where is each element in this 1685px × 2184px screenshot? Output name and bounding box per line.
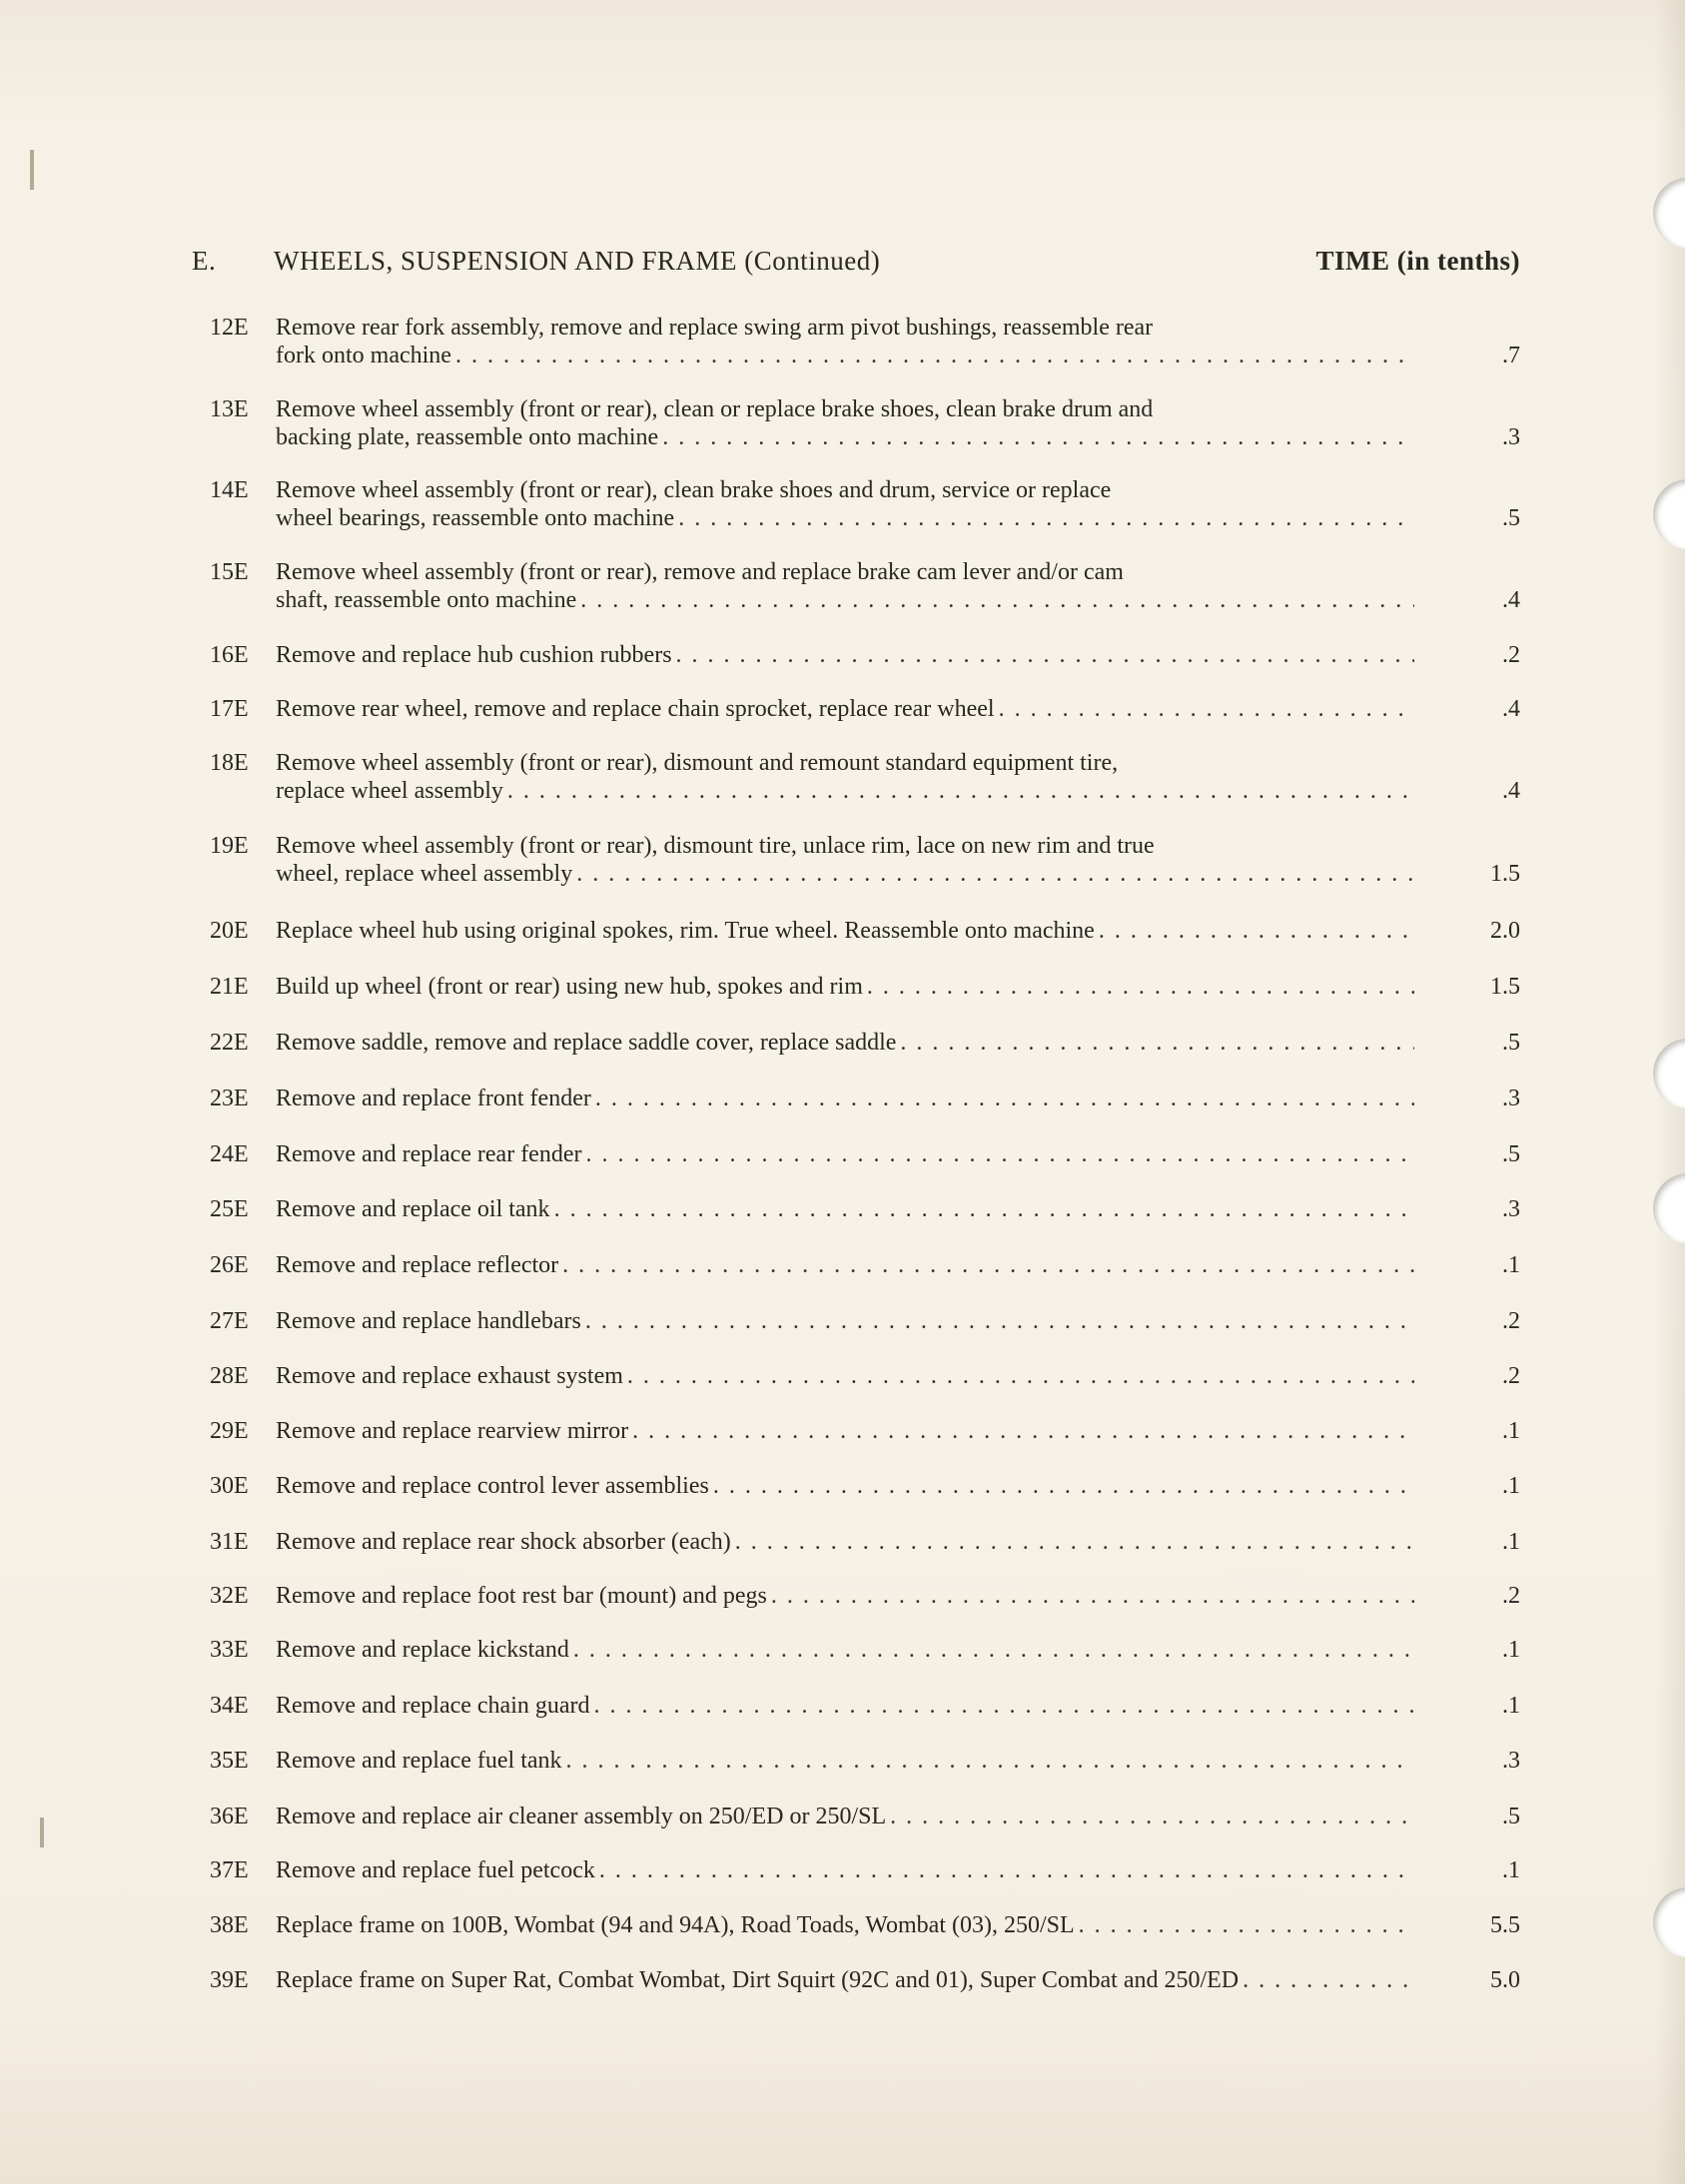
- item-description: [276, 1636, 1414, 1664]
- item-description-line: Build up wheel (front or rear) using new hub, spokes and rim: [276, 974, 863, 1000]
- item-description-leader-line: [276, 1085, 1414, 1112]
- item-time-value: 1.5: [1490, 974, 1520, 1000]
- item-code: 33E: [210, 1637, 249, 1663]
- item-time-value: .5: [1502, 505, 1520, 531]
- dot-leader: [595, 1085, 1414, 1112]
- item-description-line: Remove wheel assembly (front or rear), dismount tire, unlace rim, lace on new rim and true: [276, 833, 1155, 859]
- item-description-leader-line: [276, 695, 1414, 723]
- page-smudge: [40, 1818, 44, 1847]
- dot-leader: [662, 423, 1414, 451]
- page-smudge: [30, 150, 34, 190]
- item-description-leader-line: [276, 423, 1414, 451]
- item-description: [276, 749, 1414, 805]
- item-description: [276, 1085, 1414, 1112]
- labor-item-row: [192, 641, 1520, 669]
- item-code: 25E: [210, 1196, 249, 1222]
- dot-leader: [1243, 1966, 1414, 1994]
- item-description-leader-line: [276, 1029, 1414, 1057]
- item-description-leader-line: [276, 1417, 1414, 1445]
- item-description: [276, 314, 1414, 369]
- item-description-leader-line: [276, 973, 1414, 1001]
- item-description-leader-line: [276, 1747, 1414, 1775]
- item-description-line: Remove and replace kickstand: [276, 1637, 569, 1663]
- item-time-value: .2: [1502, 642, 1520, 668]
- section-header: [192, 246, 1520, 286]
- labor-item-row: [192, 1692, 1520, 1720]
- item-description-line: Remove and replace oil tank: [276, 1196, 550, 1222]
- item-time-value: .7: [1502, 343, 1520, 368]
- item-code: 27E: [210, 1308, 249, 1334]
- item-time-value: 1.5: [1490, 861, 1520, 887]
- labor-item-row: [192, 1251, 1520, 1279]
- item-code: 31E: [210, 1529, 249, 1555]
- section-letter: E.: [192, 246, 217, 276]
- dot-leader: [1099, 917, 1414, 945]
- item-description: [276, 1582, 1414, 1610]
- dot-leader: [627, 1362, 1414, 1390]
- item-time-value: .2: [1502, 1308, 1520, 1334]
- dot-leader: [455, 342, 1414, 369]
- item-description-line: Remove and replace control lever assemblies: [276, 1473, 709, 1499]
- item-time-value: .2: [1502, 1583, 1520, 1609]
- item-description-line: Remove wheel assembly (front or rear), dismount and remount standard equipment tire,: [276, 750, 1119, 776]
- item-time-value: .1: [1502, 1473, 1520, 1499]
- item-description-line: Remove and replace front fender: [276, 1086, 591, 1111]
- dot-leader: [1079, 1911, 1414, 1939]
- item-time-value: 5.0: [1490, 1967, 1520, 1993]
- item-description-leader-line: [276, 1856, 1414, 1884]
- item-time-value: .5: [1502, 1030, 1520, 1056]
- item-description-line: Remove and replace rear shock absorber (each): [276, 1529, 731, 1555]
- item-description-line: wheel bearings, reassemble onto machine: [276, 505, 675, 531]
- labor-item-row: [192, 1856, 1520, 1884]
- labor-item-row: [192, 1636, 1520, 1664]
- item-time-value: .1: [1502, 1637, 1520, 1663]
- labor-item-row: [192, 695, 1520, 723]
- item-code: 14E: [210, 477, 249, 503]
- item-code: 23E: [210, 1086, 249, 1111]
- item-code: 18E: [210, 750, 249, 776]
- labor-item-row: [192, 1911, 1520, 1939]
- dot-leader: [507, 777, 1414, 805]
- dot-leader: [890, 1803, 1414, 1830]
- item-description-leader-line: [276, 1636, 1414, 1664]
- item-description: [276, 558, 1414, 614]
- dot-leader: [867, 973, 1414, 1001]
- item-code: 39E: [210, 1967, 249, 1993]
- item-description: [276, 1362, 1414, 1390]
- item-description-leader-line: [276, 641, 1414, 669]
- item-description-leader-line: [276, 1362, 1414, 1390]
- item-description-line: fork onto machine: [276, 343, 451, 368]
- dot-leader: [576, 860, 1414, 888]
- dot-leader: [554, 1195, 1414, 1223]
- item-description: [276, 1747, 1414, 1775]
- labor-item-row: [192, 1417, 1520, 1445]
- item-description: [276, 1417, 1414, 1445]
- item-description-line: Remove and replace exhaust system: [276, 1363, 623, 1389]
- item-description-line: Remove saddle, remove and replace saddle cover, replace saddle: [276, 1030, 897, 1056]
- item-description: [276, 1528, 1414, 1556]
- item-time-value: .4: [1502, 696, 1520, 722]
- item-time-value: .5: [1502, 1141, 1520, 1167]
- item-description: [276, 1140, 1414, 1168]
- item-time-value: .5: [1502, 1804, 1520, 1829]
- labor-item-row: [192, 476, 1520, 532]
- item-description: [276, 395, 1414, 451]
- item-description-leader-line: [276, 586, 1414, 614]
- labor-item-row: [192, 749, 1520, 805]
- labor-item-row: [192, 1803, 1520, 1830]
- item-description: [276, 1029, 1414, 1057]
- dot-leader: [713, 1472, 1414, 1500]
- item-description-leader-line: [276, 1911, 1414, 1939]
- labor-item-row: [192, 832, 1520, 888]
- item-time-value: .1: [1502, 1418, 1520, 1444]
- item-time-value: 5.5: [1490, 1912, 1520, 1938]
- item-description-line: Remove and replace chain guard: [276, 1693, 590, 1719]
- item-description-leader-line: [276, 1692, 1414, 1720]
- item-code: 21E: [210, 974, 249, 1000]
- item-description-leader-line: [276, 917, 1414, 945]
- item-code: 30E: [210, 1473, 249, 1499]
- labor-item-row: [192, 1362, 1520, 1390]
- item-description: [276, 1856, 1414, 1884]
- item-time-value: .1: [1502, 1252, 1520, 1278]
- item-description-leader-line: [276, 1582, 1414, 1610]
- item-description: [276, 1966, 1414, 1994]
- section-title: WHEELS, SUSPENSION AND FRAME (Continued): [274, 246, 881, 276]
- item-code: 34E: [210, 1693, 249, 1719]
- item-time-value: .4: [1502, 587, 1520, 613]
- item-code: 17E: [210, 696, 249, 722]
- item-code: 35E: [210, 1748, 249, 1774]
- labor-item-row: [192, 1140, 1520, 1168]
- dot-leader: [900, 1029, 1414, 1057]
- item-description-leader-line: [276, 1195, 1414, 1223]
- item-description: [276, 917, 1414, 945]
- item-description-line: shaft, reassemble onto machine: [276, 587, 577, 613]
- item-description-leader-line: [276, 1528, 1414, 1556]
- item-description: [276, 1472, 1414, 1500]
- item-code: 29E: [210, 1418, 249, 1444]
- item-time-value: 2.0: [1490, 918, 1520, 944]
- item-code: 26E: [210, 1252, 249, 1278]
- dot-leader: [771, 1582, 1414, 1610]
- time-column-header: TIME (in tenths): [1315, 246, 1520, 276]
- item-description-line: Remove rear fork assembly, remove and replace swing arm pivot bushings, reassemble rear: [276, 315, 1154, 341]
- item-time-value: .1: [1502, 1857, 1520, 1883]
- item-time-value: .3: [1502, 1196, 1520, 1222]
- labor-item-row: [192, 395, 1520, 451]
- item-code: 20E: [210, 918, 249, 944]
- item-description: [276, 1195, 1414, 1223]
- item-code: 32E: [210, 1583, 249, 1609]
- labor-item-row: [192, 973, 1520, 1001]
- item-time-value: .3: [1502, 1748, 1520, 1774]
- item-description-line: Replace frame on Super Rat, Combat Wombat, Dirt Squirt (92C and 01), Super Combat and 250/ED: [276, 1967, 1240, 1993]
- item-description-line: Remove rear wheel, remove and replace chain sprocket, replace rear wheel: [276, 696, 995, 722]
- labor-item-row: [192, 1195, 1520, 1223]
- item-time-value: .1: [1502, 1693, 1520, 1719]
- dot-leader: [585, 1140, 1414, 1168]
- item-description-line: Remove wheel assembly (front or rear), remove and replace brake cam lever and/or cam: [276, 559, 1124, 585]
- item-code: 37E: [210, 1857, 249, 1883]
- dot-leader: [676, 641, 1414, 669]
- item-description-line: Remove and replace fuel petcock: [276, 1857, 595, 1883]
- dot-leader: [562, 1251, 1414, 1279]
- item-description: [276, 476, 1414, 532]
- item-description-leader-line: [276, 1251, 1414, 1279]
- item-description-line: Replace frame on 100B, Wombat (94 and 94A), Road Toads, Wombat (03), 250/SL: [276, 1912, 1075, 1938]
- item-code: 15E: [210, 559, 249, 585]
- item-description-line: backing plate, reassemble onto machine: [276, 424, 659, 450]
- item-description: [276, 832, 1414, 888]
- item-time-value: .3: [1502, 1086, 1520, 1111]
- item-description-line: Remove and replace hub cushion rubbers: [276, 642, 672, 668]
- item-description-line: Remove wheel assembly (front or rear), clean or replace brake shoes, clean brake drum and: [276, 396, 1154, 422]
- item-description-leader-line: [276, 1472, 1414, 1500]
- item-description-leader-line: [276, 860, 1414, 888]
- item-description: [276, 695, 1414, 723]
- item-description-line: replace wheel assembly: [276, 778, 503, 804]
- item-description-line: Remove wheel assembly (front or rear), clean brake shoes and drum, service or replace: [276, 477, 1112, 503]
- item-time-value: .4: [1502, 778, 1520, 804]
- item-description-line: wheel, replace wheel assembly: [276, 861, 573, 887]
- item-code: 24E: [210, 1141, 249, 1167]
- item-description: [276, 1307, 1414, 1335]
- item-description-line: Replace wheel hub using original spokes, rim. True wheel. Reassemble onto machine: [276, 918, 1095, 944]
- dot-leader: [735, 1528, 1414, 1556]
- item-description-line: Remove and replace rearview mirror: [276, 1418, 629, 1444]
- item-description: [276, 641, 1414, 669]
- item-description-line: Remove and replace fuel tank: [276, 1748, 562, 1774]
- item-time-value: .1: [1502, 1529, 1520, 1555]
- dot-leader: [678, 504, 1414, 532]
- item-description-leader-line: [276, 504, 1414, 532]
- item-description-leader-line: [276, 1966, 1414, 1994]
- item-description-leader-line: [276, 1307, 1414, 1335]
- item-description: [276, 1911, 1414, 1939]
- item-code: 38E: [210, 1912, 249, 1938]
- item-code: 13E: [210, 396, 249, 422]
- item-description-line: Remove and replace handlebars: [276, 1308, 581, 1334]
- item-description-leader-line: [276, 342, 1414, 369]
- dot-leader: [573, 1636, 1414, 1664]
- dot-leader: [585, 1307, 1414, 1335]
- labor-item-row: [192, 1085, 1520, 1112]
- labor-item-row: [192, 1307, 1520, 1335]
- item-code: 36E: [210, 1804, 249, 1829]
- item-time-value: .2: [1502, 1363, 1520, 1389]
- item-description-leader-line: [276, 777, 1414, 805]
- item-code: 22E: [210, 1030, 249, 1056]
- labor-item-row: [192, 917, 1520, 945]
- item-code: 16E: [210, 642, 249, 668]
- labor-item-row: [192, 558, 1520, 614]
- labor-item-row: [192, 1747, 1520, 1775]
- labor-item-row: [192, 1582, 1520, 1610]
- item-description-line: Remove and replace foot rest bar (mount) and pegs: [276, 1583, 767, 1609]
- item-description-leader-line: [276, 1803, 1414, 1830]
- labor-item-row: [192, 314, 1520, 369]
- dot-leader: [566, 1747, 1414, 1775]
- item-description: [276, 1803, 1414, 1830]
- dot-leader: [999, 695, 1414, 723]
- item-description-line: Remove and replace reflector: [276, 1252, 559, 1278]
- item-code: 28E: [210, 1363, 249, 1389]
- labor-item-row: [192, 1029, 1520, 1057]
- labor-item-row: [192, 1966, 1520, 1994]
- item-code: 19E: [210, 833, 249, 859]
- item-description-line: Remove and replace air cleaner assembly on 250/ED or 250/SL: [276, 1804, 887, 1829]
- item-description-line: Remove and replace rear fender: [276, 1141, 582, 1167]
- item-description: [276, 973, 1414, 1001]
- item-time-value: .3: [1502, 424, 1520, 450]
- item-description: [276, 1692, 1414, 1720]
- labor-item-row: [192, 1528, 1520, 1556]
- item-description-leader-line: [276, 1140, 1414, 1168]
- dot-leader: [632, 1417, 1414, 1445]
- item-description: [276, 1251, 1414, 1279]
- labor-item-row: [192, 1472, 1520, 1500]
- dot-leader: [594, 1692, 1414, 1720]
- dot-leader: [580, 586, 1414, 614]
- dot-leader: [599, 1856, 1414, 1884]
- item-code: 12E: [210, 315, 249, 341]
